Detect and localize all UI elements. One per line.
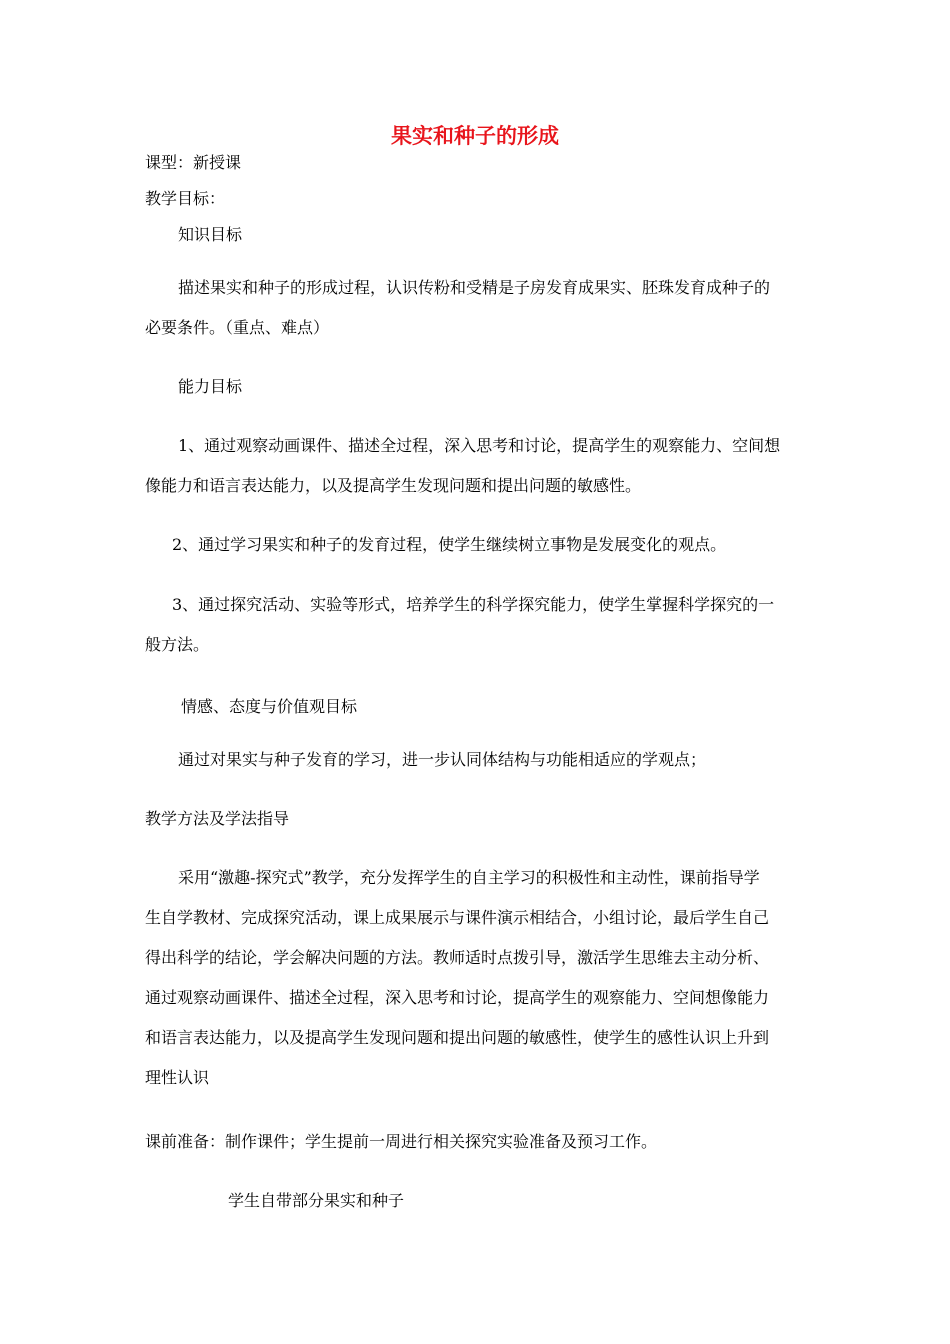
ability-goal-3-line: 3、通过探究活动、实验等形式，培养学生的科学探究能力，使学生掌握科学探究的一: [172, 595, 775, 614]
ability-goal-1-line: 1、通过观察动画课件、描述全过程，深入思考和讨论，提高学生的观察能力、空间想: [178, 436, 781, 455]
knowledge-goal-text-line: 必要条件。（重点、难点）: [145, 318, 330, 337]
method-text-line: 得出科学的结论，学会解决问题的方法。教师适时点拨引导，激活学生思维去主动分析、: [145, 948, 770, 967]
ability-goal-3-line: 般方法。: [145, 635, 210, 654]
ability-goal-2: 2、通过学习果实和种子的发育过程，使学生继续树立事物是发展变化的观点。: [172, 535, 727, 554]
method-text-line: 生自学教材、完成探究活动，课上成果展示与课件演示相结合，小组讨论，最后学生自己: [145, 908, 770, 927]
method-text-line: 采用“激趣-探究式”教学，充分发挥学生的自主学习的积极性和主动性，课前指导学: [178, 868, 760, 887]
student-prep: 学生自带部分果实和种子: [228, 1191, 405, 1210]
knowledge-goal-text-line: 描述果实和种子的形成过程，认识传粉和受精是子房发育成果实、胚珠发育成种子的: [178, 278, 771, 297]
ability-goal-1-line: 像能力和语言表达能力，以及提高学生发现问题和提出问题的敏感性。: [145, 476, 642, 495]
document-title: 果实和种子的形成: [391, 124, 559, 148]
method-heading: 教学方法及学法指导: [145, 809, 290, 828]
lesson-prep: 课前准备：制作课件；学生提前一周进行相关探究实验准备及预习工作。: [145, 1132, 658, 1151]
knowledge-goal-heading: 知识目标: [178, 225, 243, 244]
method-text-line: 理性认识: [145, 1068, 210, 1087]
teaching-goals-heading: 教学目标：: [145, 189, 226, 208]
method-text-line: 和语言表达能力，以及提高学生发现问题和提出问题的敏感性，使学生的感性认识上升到: [145, 1028, 770, 1047]
lesson-type: 课型：新授课: [145, 153, 242, 172]
emotion-goal-text: 通过对果实与种子发育的学习，进一步认同体结构与功能相适应的学观点；: [178, 750, 707, 769]
method-text-line: 通过观察动画课件、描述全过程，深入思考和讨论，提高学生的观察能力、空间想像能力: [145, 988, 770, 1007]
emotion-goal-heading: 情感、态度与价值观目标: [181, 697, 358, 716]
ability-goal-heading: 能力目标: [178, 377, 243, 396]
